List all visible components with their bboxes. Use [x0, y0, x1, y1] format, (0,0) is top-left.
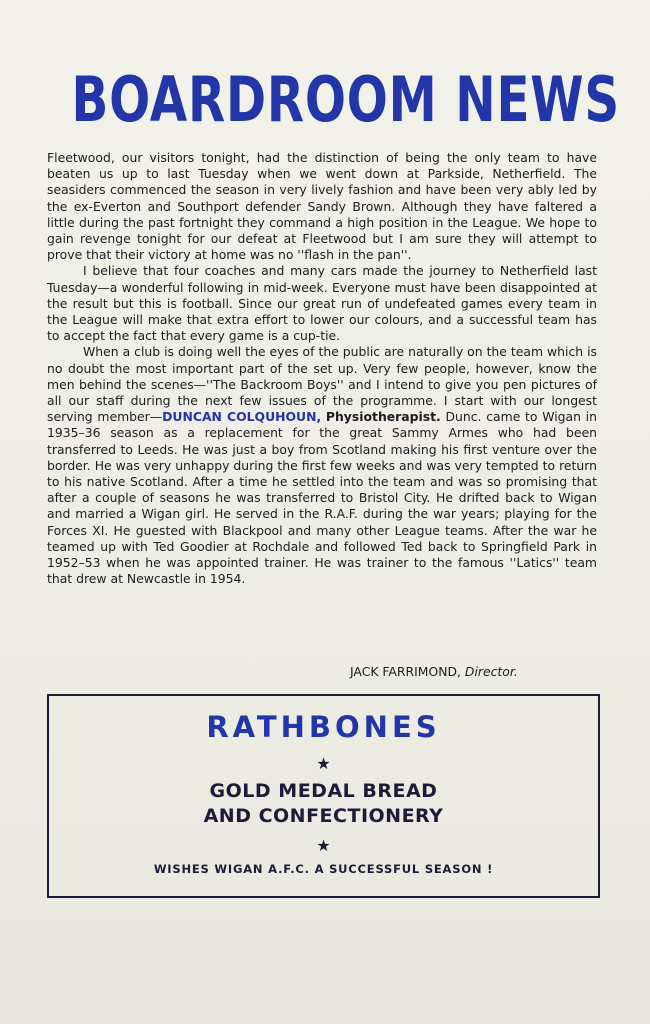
staff-role: Physiotherapist. — [325, 409, 441, 425]
advert-line-1: GOLD MEDAL BREAD — [209, 780, 438, 802]
author-role: Director. — [464, 664, 518, 679]
author-name: JACK FARRIMOND, — [350, 664, 461, 679]
backroom-intro: When a club is doing well the eyes of the public are naturally on the team which is no doubt the most important part of the set up. Very few people, however, know the men behind the scenes—''The Backroom Boys'' and I intend to give you pen pictures of all our staff during the next few issues of the programme. I start with our longest serving member— — [47, 344, 597, 425]
paragraph-fleetwood: Fleetwood, our visitors tonight, had the distinction of being the only team to have beaten us up to last Tuesday when we went down at Parkside, Netherfield. The seasiders commenced the season in very lively fashion and have been very ably led by the ex-Everton and Southport defender Sandy Brown. Although they have faltered a little during the past fortnight they command a high position in the League. We hope to gain revenge tonight for our defeat at Fleetwood but I am sure they will attempt to prove that their victory at home was no ''flash in the pan''. — [47, 150, 597, 263]
advert-brand: RATHBONES — [206, 710, 441, 744]
rathbones-advert — [47, 694, 600, 898]
advert-tagline: WISHES WIGAN A.F.C. A SUCCESSFUL SEASON ! — [153, 862, 494, 876]
paragraph-coaches: I believe that four coaches and many cars made the journey to Netherfield last Tuesday—a wonderful following in mid-week. Everyone must have been disappointed at the result but this is football. Since our great run of undefeated games every team in the League will make that extra effort to lower our colours, and a successful team has to accept the fact that every game is a cup-tie. — [47, 263, 597, 344]
star-icon: ★ — [316, 754, 331, 773]
staff-name: DUNCAN COLQUHOUN, — [162, 409, 322, 425]
page-title: BOARDROOM NEWS — [71, 63, 621, 136]
paragraph-backroom — [47, 344, 597, 587]
advert-line-2: AND CONFECTIONERY — [203, 805, 444, 827]
author-signature — [350, 664, 600, 679]
star-icon: ★ — [316, 836, 331, 855]
article-body — [47, 150, 597, 587]
backroom-biography: Dunc. came to Wigan in 1935–36 season as a replacement for the great Sammy Armes who had been transferred to Leeds. He was just a boy from Scotland making his first venture over the border. He was very unhappy during the first few weeks and was very tempted to return to his native Scotland. After a time he settled into the team and was so promising that after a couple of seasons he was transferred to Bristol City. He drifted back to Wigan and married a Wigan girl. He served in the R.A.F. during the war years; playing for the Forces XI. He guested with Blackpool and many other League teams. After the war he teamed up with Ted Goodier at Rochdale and followed Ted back to Springfield Park in 1952–53 when he was appointed trainer. He was trainer to the famous ''Latics'' team that drew at Newcastle in 1954. — [47, 409, 597, 587]
